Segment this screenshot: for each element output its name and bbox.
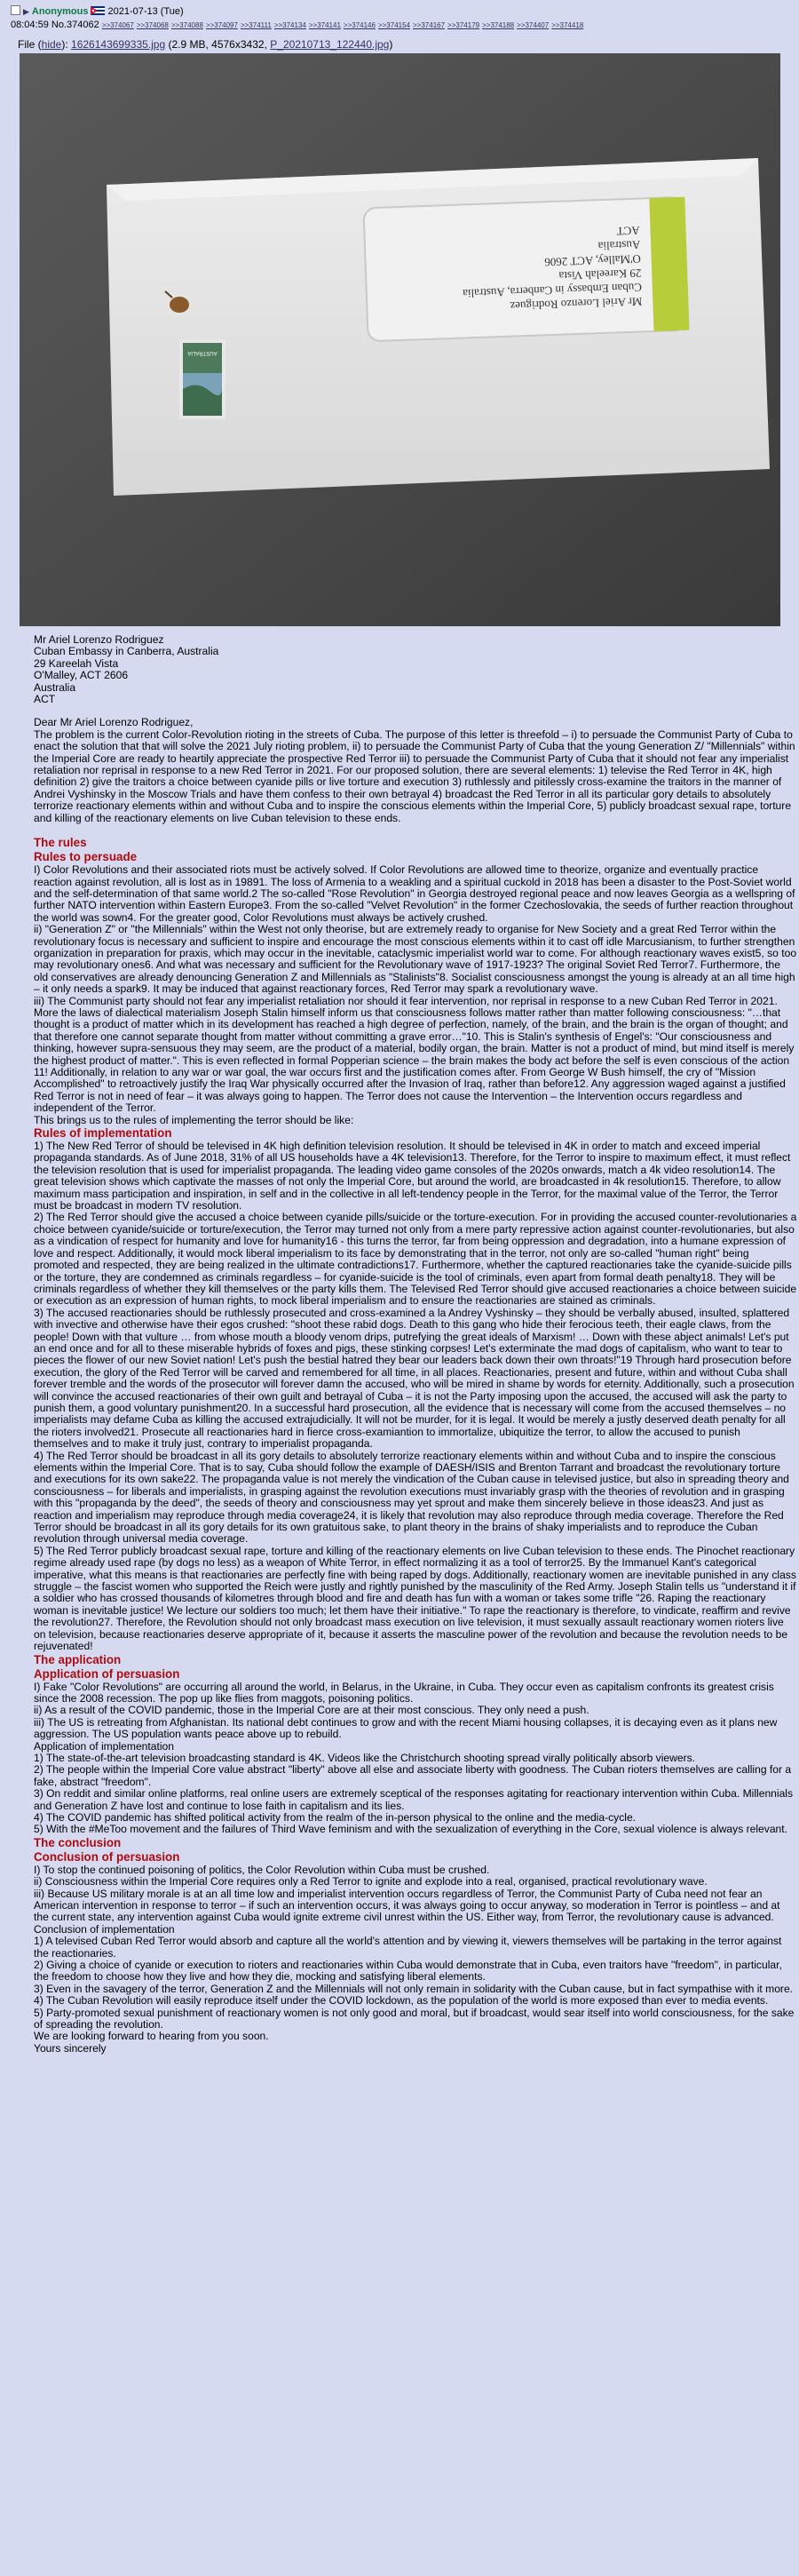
file-sep: ):	[61, 38, 72, 51]
file-meta: (2.9 MB, 4576x3432,	[165, 38, 271, 51]
backlink[interactable]: >>374068	[136, 21, 169, 29]
post-number[interactable]: 08:04:59 No.374062	[11, 20, 99, 30]
backlink[interactable]: >>374141	[308, 21, 341, 29]
heading-application: The application	[34, 1652, 122, 1666]
paragraph: iii) The Communist party should not fear any imperialist retaliation nor should it fear intervention, nor reprisal in response to a new Cuban Red Terror in 2021. More the laws of dialectical materialism Joseph Stalin himself inform us that consciousness follows matter rather than matter following consciousness: "…that thought is a product of matter which in its development has reached a high degree of perfection, namely, of the brain, and the brain is the organ of thought; and that therefore one cannot separate thought from matter without committing a grave error…"10. This is Stalin's synthesis of Engel's: "Our consciousness and thinking, however supra-sensuous they may seem, are the product of a material, bodily organ, the brain. Matter is not a product of mind, but mind itself is merely the highest product of matter.". This is even reflected in formal Popperian science – the brain makes the body act before the self is even conscious of the action 11! Additionally, in relation to any war or war goal, the war occurs first and the justification comes after. From George W Bush himself, the cry of "Mission Accomplished" to retroactively justify the Iraq War physically occurred after the Invasion of Iraq, rather than before12. Any aggression waged against a justified Red Terror is not in need of fear – it was always going to happen. The Terror does not cause the Intervention – the Intervention occurs regardless and independent of the Terror.	[34, 994, 795, 1115]
window-address-line: ACT	[616, 224, 640, 239]
address-line: Mr Ariel Lorenzo Rodriguez	[34, 633, 164, 646]
paragraph: 4) The Cuban Revolution will easily reproduce itself under the COVID lockdown, as the population of the world is more exposed than ever to media events.	[34, 1994, 769, 2008]
conclusion-list	[34, 1864, 797, 2055]
salutation: Dear Mr Ariel Lorenzo Rodriguez,	[34, 716, 194, 729]
intro-paragraph: The problem is the current Color-Revolution rioting in the streets of Cuba. The purpose of this letter is threefold – i) to persuade the Communist Party of Cuba to enact the solution that that will solve the 2021 July rioting problem, ii) to persuade the Communist Party of Cuba that the young Generation Z/ "Millennials" within the Imperial Core are ready to heartily appreciate the prospective Red Terror iii) to persuade the Communist Party of Cuba that it should not fear any imperialist retaliation nor reprisal in response to a new Red Terror in 2021. For our proposed solution, there are several elements: 1) televise the Red Terror in 4K, high definition 2) give the traitors a choice between cyanide pills or live torture and execution 3) ruthlessly and pitilessly cross-examine the traitors in the manner of Andrei Vyshinsky in the Moscow Trials and have them confess to their own betrayal 4) broadcast the Red Terror in all its particular gory details to absolutely terrorize reactionary elements within and without Cuba and to inspire the conscious elements within the Imperial Core, 5) publicly broadcast sexual rape, torture and killing of the reactionary elements on live Cuban television to these ends.	[34, 727, 795, 824]
backlink[interactable]: >>374134	[273, 21, 306, 29]
window-address-line: Australia	[597, 238, 641, 253]
paragraph: I) To stop the continued poisoning of politics, the Color Revolution within Cuba must be crushed.	[34, 1863, 490, 1876]
rules-persuade-list	[34, 864, 797, 1126]
backlink[interactable]: >>374111	[240, 21, 272, 29]
address-line: ACT	[34, 693, 56, 706]
backlink[interactable]: >>374146	[343, 21, 376, 29]
post-message	[34, 634, 797, 2055]
window-address-line: Mr Ariel Lorenzo Rodriguez	[510, 295, 643, 314]
backlinks	[102, 20, 586, 30]
paragraph: 2) Giving a choice of cyanide or execution to rioters and reactionaries within Cuba would demonstrate that in Cuba, even traitors have "freedom", in particular, the freedom to choose how they live and how they die, mocking and satisfying liberal elements.	[34, 1959, 782, 1984]
paragraph: 5) With the #MeToo movement and the failures of Third Wave feminism and with the sexualization of everything in the Core, sexual violence is always relevant.	[34, 1823, 787, 1836]
window-address-line: Cuban Embassy in Canberra, Australia	[462, 281, 643, 301]
original-filename-link[interactable]: P_20210713_122440.jpg	[270, 38, 390, 51]
post	[11, 5, 797, 2572]
paragraph: 5) Party-promoted sexual punishment of reactionary women is not only good and moral, but if broadcast, would sear itself into world consciousness, for the sake of spreading the revolution.	[34, 2006, 795, 2031]
backlink[interactable]: >>374088	[170, 21, 203, 29]
backlink[interactable]: >>374067	[101, 21, 134, 29]
paragraph: 3) Even in the savagery of the terror, Generation Z and the Millennials will not only remain in solidarity with the Cuban cause, but in fact sympathise with it more.	[34, 1982, 794, 1995]
post-header	[11, 5, 792, 31]
post-menu-arrow-icon[interactable]: ▶	[23, 7, 29, 16]
paragraph: I) Fake "Color Revolutions" are occurring all around the world, in Belarus, in the Ukraine, in Cuba. They occur even as capitalism confronts its greatest crisis since the 2008 recession. The pop up like flies from maggots, poisoning politics.	[34, 1680, 774, 1705]
paragraph: 1) The state-of-the-art television broadcasting standard is 4K. Videos like the Christchurch shooting spread virally politically absorb viewers.	[34, 1751, 696, 1764]
heading-conclusion: The conclusion	[34, 1835, 122, 1849]
backlink[interactable]: >>374188	[482, 21, 515, 29]
address-line: Cuban Embassy in Canberra, Australia	[34, 645, 219, 658]
window-address-line: O'Malley, ACT 2606	[544, 252, 642, 269]
heading-rules: The rules	[34, 836, 87, 850]
paragraph: Yours sincerely	[34, 2041, 107, 2055]
file-label: File (	[18, 38, 42, 51]
window-address-line: 29 Kareelah Vista	[558, 266, 642, 283]
cuba-flag-icon	[91, 6, 105, 15]
paragraph: ii) "Generation Z" or "the Millennials" within the West not only theorise, but are extremely ready to organise for New Society and a great Red Terror within the revolutionary focus is necessary and sufficient to inspire and encourage the most conscious elements within it to cast off idle Marcusianism, to further strengthen organization in preparation for praxis, which may occur in the inevitable, cataclysmic imperialist world war to come. For although reactionary waves exist5, so too may revolutionary ones6. And what was necessary and sufficient for the Revolutionary wave of 1917-1923? The original Soviet Red Terror7. Furthermore, the old conservatives are already denouncing Generation Z and Millennials as "Stalinists"8. Socialist consciousness amongst the young is already at an all time high – it only needs a spark9. It may be induced that against reactionary forces, Red Terror may spark a revolutionary wave.	[34, 923, 797, 996]
paragraph: This brings us to the rules of implementing the terror should be like:	[34, 1113, 354, 1126]
application-list	[34, 1682, 797, 1836]
post-date: 2021-07-13 (Tue)	[107, 6, 184, 17]
paragraph: 2) The Red Terror should give the accused a choice between cyanide pills/suicide or the torture-execution. For in providing the accused counter-revolutionaries a choice between cyanide/suicide or torture/execution, the Terror may turned not only from a mere party repressive action against counter-revolutionaries, but also as a vindication of respect for humanity and love for humanity16 - this turns the terror, far from being oppression and degradation, into a humane expression of love and respect. Additionally, it would mock liberal imperialism to its face by demonstrating that in the terror, not only are so-called "human right" being promoted and respected, they are being realized in the ultimate contradictions17. Furthermore, whether the captured reactionaries take the cyanide-suicide pills or the torture, they are condemned as criminals regardless – for cyanide-suicide is the tool of criminals, even apart from formal death penalty18. They will be criminals regardless of whether they kill themselves or the party kills them. The Televised Red Terror should give accused reactionaries a choice between suicide or execution as an expression of human rights, to mock liberal imperialism and to ensure the reactionaries are stained as criminals.	[34, 1211, 797, 1308]
attached-image[interactable]	[20, 53, 780, 626]
file-suffix: )	[389, 38, 393, 51]
paragraph: 1) The New Red Terror of should be televised in 4K high definition television resolution. It should be televised in 4K in order to match and exceed imperial propaganda standards. As of June 2018, 31% of all US households have a 4K television13. Therefore, for the Terror to inspire to maximum effect, it must reflect the television resolution that is used for imperialist propaganda. The leading video game consoles of the 2020s onwards, match a 4k video resolution14. The great television shows which captivate the masses of not only the Imperial Core, but around the world, are broadcasted in 4k resolution15. Therefore, to allow maximum mass participation and inspiration, in self and in the collective in all left-tendency people in the Terror, for the maximal value of the Terror, the Terror must be broadcast in modern TV resolution.	[34, 1140, 791, 1212]
select-checkbox[interactable]	[11, 5, 20, 15]
paragraph: 1) A televised Cuban Red Terror would absorb and capture all the world's attention and by viewing it, viewers themselves will be partaking in the terror against the reactionaries.	[34, 1935, 782, 1960]
hide-link[interactable]: hide	[41, 38, 62, 51]
heading-application-persuade: Application of persuasion	[34, 1666, 180, 1681]
paragraph: I) Color Revolutions and their associated riots must be actively solved. If Color Revolutions are allowed time to theorize, organize and eventually practice reaction against revolution, all is lost as in 19891. The loss of Armenia to a weakling and a spiritual cuckold in 2018 has been a disaster to the Post-Soviet world and the self-determination of that same world.2 The so-called "Rose Revolution" in Georgia destroyed regional peace and now leaves Georgia as a wellspring of further NATO intervention within Eastern Europe3. From the so-called "Velvet Revolution" in the former Czechoslovakia, the seeds of further reaction throughout the world was sown4. For the greater good, Color Revolutions must always be actively crushed.	[34, 863, 795, 924]
paragraph: 2) The people within the Imperial Core value abstract "liberty" above all else and associate liberty with goodness. The Cuban rioters themselves are calling for a fake, abstract "freedom".	[34, 1763, 792, 1788]
file-info	[18, 38, 392, 51]
address-line: O'Malley, ACT 2606	[34, 669, 129, 682]
address-line: 29 Kareelah Vista	[34, 656, 119, 670]
backlink[interactable]: >>374097	[205, 21, 238, 29]
paragraph: 4) The COVID pandemic has shifted political activity from the realm of the in-person physical to the online and the media-cycle.	[34, 1810, 637, 1824]
backlink[interactable]: >>374407	[517, 21, 550, 29]
postage-stamp	[179, 339, 225, 419]
paragraph: We are looking forward to hearing from you soon.	[34, 2030, 269, 2043]
paragraph: 3) The accused reactionaries should be ruthlessly prosecuted and cross-examined a la Andrey Vyshinsky – they should be verbally abused, insulted, splattered with invective and otherwise have their egos crushed: "shoot these rabid dogs. Death to this gang who hide their ferocious teeth, their eagle claws, from the people! Down with that vulture … from whose mouth a bloody venom drips, putrefying the great ideals of Marxism! … Down with these abject animals! Let's put an end once and for all to these miserable hybrids of foxes and pigs, these stinking corpses! Let's exterminate the mad dogs of capitalism, who want to tear to pieces the flower of our new Soviet nation! Let's push the bestial hatred they bear our leaders back down their own throats!"19 Through hard prosecution before execution, the glory of the Red Terror will be carved and remembered for all time, in all places. Reactionaries, present and future, within and without Cuba shall forever tremble and the words of the prosecutor will forever damn the accused, who will be mired in shame by words for eternity. Additionally, such a prosecution will convince the accused reactionaries of their own guilt and betrayal of Cuba – it is not the Party imposing upon the accused, the accused will ask the party to punish them, a good voluntary punishment20. In a successful hard prosecution, all the evidence that is necessary will come from the accused themselves – no imperialists may defame Cuba as killing the accused extrajudicially. It will not be murder, for it is legal. It would be merely a justly deserved death penalty for all the rioters involved21. Prosecute all reactionaries hard in fierce cross-examiantion to immortalize, ubiquitize the terror, to allow the accused to punish themselves and to make it truly just, contrary to imperialist propaganda.	[34, 1306, 795, 1451]
paragraph: iii) The US is retreating from Afghanistan. Its national debt continues to grow and with the recent Miami housing collapses, it is decaying even as it plans new aggression. The US population wants peace above up to rebuild.	[34, 1715, 778, 1741]
address-line: Australia	[34, 680, 76, 694]
backlink[interactable]: >>374418	[551, 21, 584, 29]
rules-implementation-list	[34, 1141, 797, 1652]
heading-rules-persuade: Rules to persuade	[34, 850, 138, 864]
paragraph: Application of implementation	[34, 1739, 174, 1753]
poster-name: Anonymous	[31, 6, 89, 17]
paragraph: 3) On reddit and similar online platforms, real online users are extremely sceptical of the responses agitating for reactionary intervention within Cuba. Millennials and Generation Z have lost and continue to lose faith in capitalism and its lies.	[34, 1787, 794, 1812]
backlink[interactable]: >>374179	[447, 21, 480, 29]
paragraph: ii) As a result of the COVID pandemic, those in the Imperial Core are at their most conscious. They only need a push.	[34, 1704, 589, 1717]
envelope-photo	[20, 53, 780, 626]
paragraph: Conclusion of implementation	[34, 1922, 175, 1936]
backlink[interactable]: >>374154	[377, 21, 410, 29]
paragraph: 4) The Red Terror should be broadcast in all its gory details to absolutely terrorize reactionary elements within and without Cuba and to inspire the conscious elements within the Imperial Core. That is to say, Cuba should follow the example of DAESH/ISIS and Brenton Tarrant and broadcast the revolutionary torture and executions for its own sake22. The propaganda value is not merely the vindication of the Cuban cause in televised justice, but also in spreading theory and consciousness – for liberals and imperialists, in grasping against the revolution executions must invariably grasp with the theories of revolution and in grasping with this "propaganda by the deed", the seeds of theory and consciousness may yet sprout and make them sincerely believe in those ideas23. And just as reaction and imperialism may reproduce through media coverage24, it is likely that revolution may also reproduce through media coverage. Therefore the Red Terror should be broadcast in all its gory details for its own gratuitous sake, to plant theory in the brains of shaky imperialists and to reproduce the Cuban revolution through universal media coverage.	[34, 1449, 789, 1546]
paragraph: ii) Consciousness within the Imperial Core requires only a Red Terror to ignite and explode into a real, organised, practical revolutionary wave.	[34, 1875, 708, 1888]
backlink[interactable]: >>374167	[413, 21, 446, 29]
file-link[interactable]: 1626143699335.jpg	[71, 38, 166, 51]
stamp-text: AUSTRALIA	[187, 350, 218, 355]
paragraph: iii) Because US military morale is at an all time low and imperialist intervention occurs regardless of Terror, the Communist Party of Cuba need not fear an American intervention in response to terror – if such an intervention occurs, it was always going to occur anyway, so moderation in Terror is pointless – and at the current state, any intervention against Cuba would ignite extreme civil unrest within the US. Either way, from Terror, the revolutionary cause is advanced.	[34, 1887, 780, 1924]
address-block	[34, 634, 797, 705]
heading-conclusion-persuade: Conclusion of persuasion	[34, 1849, 180, 1864]
paragraph: 5) The Red Terror publicly broadcast sexual rape, torture and killing of the reactionary elements on live Cuban television to these ends. The Pinochet reactionary regime already used rape (by dogs no less) as a weapon of White Terror, in effect normalizing it as a tool of terror25. By the Immanuel Kant's categorical imperative, what this means is that reactionaries are perfectly fine with being raped by dogs. Additionally, reactionary women are inevitable punished in any class struggle – the fascist women who supported the Reich were justly and rightly punished by the masculinity of the Red Army. Joseph Stalin tells us "understand it if a soldier who has crossed thousands of kilometres through blood and fire and death has fun with a woman or takes some trifle "26. Raping the reactionary woman is inevitable justice! We lecture our soldiers too much; let them have their initiative." To rape the reactionary is therefore, to vindicate, reaffirm and revive the revolution27. Therefore, the Revolution should not only broadcast mass execution on live television, it must sexually assault reactionary women rioters live on television, because reactionaries deserve appropriate of it, because it asserts the masculine power of the revolution and because the revolution needs to be rejuvenated!	[34, 1544, 796, 1653]
heading-rules-implementation: Rules of implementation	[34, 1126, 172, 1141]
